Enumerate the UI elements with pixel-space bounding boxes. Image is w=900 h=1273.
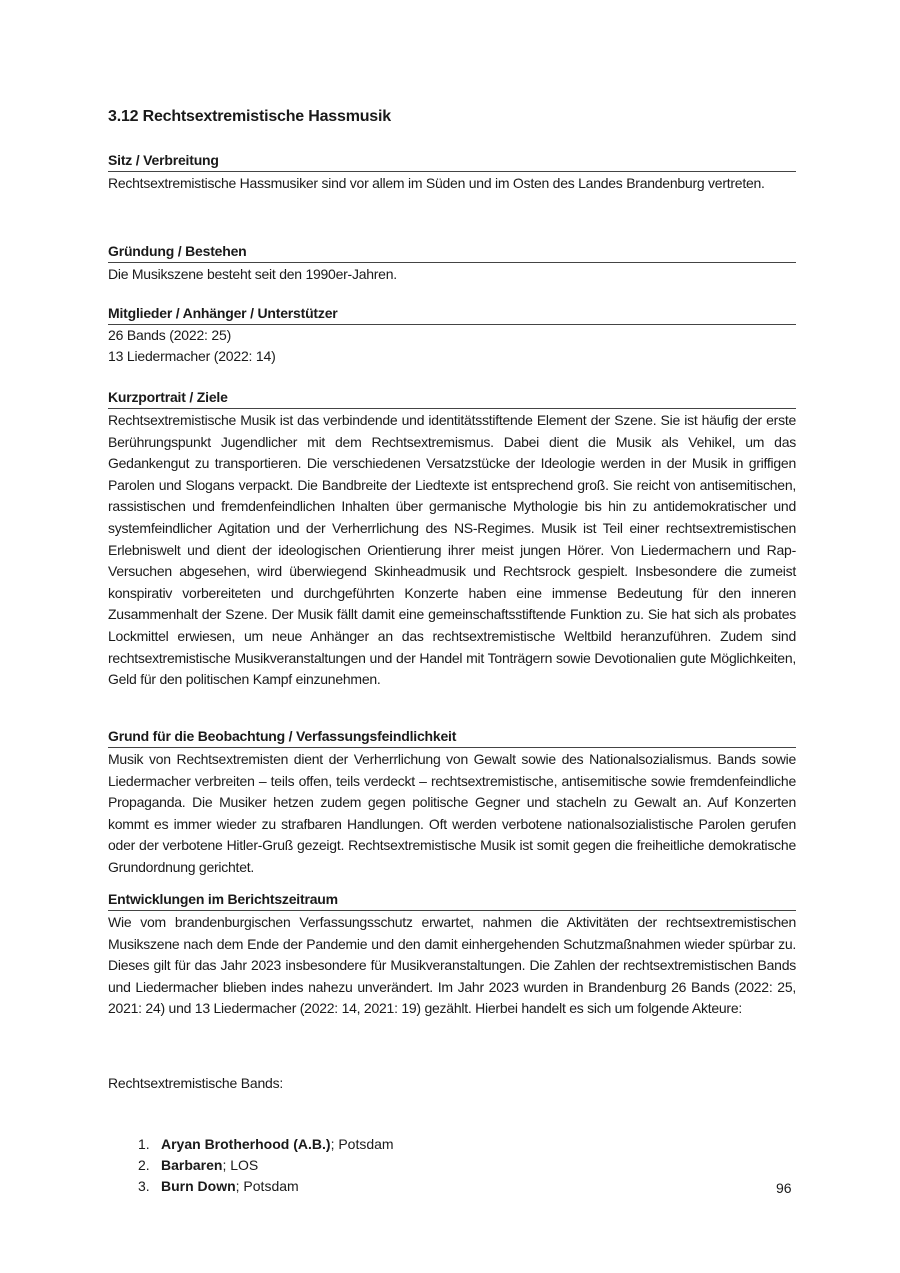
list-item [138, 1155, 394, 1176]
list-item [138, 1176, 394, 1197]
bands-intro: Rechtsextremistische Bands: [108, 1075, 284, 1091]
band-location: ; Potsdam [330, 1136, 394, 1152]
section-heading: Sitz / Verbreitung [108, 152, 796, 172]
section-kurzportrait-ziele [108, 389, 796, 691]
section-mitglieder [108, 305, 796, 367]
section-heading: Kurzportrait / Ziele [108, 389, 796, 409]
list-number: 1. [138, 1136, 150, 1152]
chapter-title: 3.12 Rechtsextremistische Hassmusik [108, 108, 391, 125]
band-location: ; LOS [222, 1157, 259, 1173]
section-text: Rechtsextremistische Hassmusiker sind vor allem im Süden und im Osten des Landes Brandenburg vertreten. [108, 175, 765, 191]
section-gruendung-bestehen [108, 243, 796, 286]
section-text: Wie vom brandenburgischen Verfassungsschutz erwartet, nahmen die Aktivitäten der rechtsextremistischen Musikszene nach dem Ende der Pandemie und den damit einhergehenden Schutzmaßnahmen wieder spürbar zu. Dieses gilt für das Jahr 2023 insbesondere für Musikveranstaltungen. Die Zahlen der rechtsextremistischen Bands und Liedermacher blieben indes nahezu unverändert. Im Jahr 2023 wurden in Brandenburg 26 Bands (2022: 25, 2021: 24) und 13 Liedermacher (2022: 14, 2021: 19) gezählt. Hierbei handelt es sich um folgende Akteure: [108, 914, 796, 1017]
section-heading: Gründung / Bestehen [108, 243, 796, 263]
section-heading: Grund für die Beobachtung / Verfassungsfeindlichkeit [108, 728, 796, 748]
list-item [138, 1134, 394, 1155]
section-heading: Entwicklungen im Berichtszeitraum [108, 891, 796, 911]
members-bands: 26 Bands (2022: 25) [108, 327, 232, 343]
section-sitz-verbreitung [108, 152, 796, 195]
section-grund-beobachtung [108, 728, 796, 879]
band-name: Barbaren [161, 1157, 223, 1173]
section-heading: Mitglieder / Anhänger / Unterstützer [108, 305, 796, 325]
list-number: 3. [138, 1178, 150, 1194]
section-text: Musik von Rechtsextremisten dient der Verherrlichung von Gewalt sowie des Nationalsozialismus. Bands sowie Liedermacher verbreiten – teils offen, teils verdeckt – rechtsextremistische, antisemitische sowie fremdenfeindliche Propaganda. Die Musiker hetzen zudem gegen politische Gegner und stacheln zu Gewalt an. Auf Konzerten kommt es immer wieder zu strafbaren Handlungen. Oft werden verbotene nationalsozialistische Parolen gerufen oder der verbotene Hitler-Gruß gezeigt. Rechtsextremistische Musik ist somit gegen die freiheitliche demokratische Grundordnung gerichtet. [108, 751, 796, 875]
members-liedermacher: 13 Liedermacher (2022: 14) [108, 348, 276, 364]
band-name: Aryan Brotherhood (A.B.) [161, 1136, 331, 1152]
section-text: Rechtsextremistische Musik ist das verbindende und identitätsstiftende Element der Szene. Sie ist häufig der erste Berührungspunkt Jugendlicher mit dem Rechtsextremismus. Dabei dient die Musik als Vehikel, um das Gedankengut zu transportieren. Die verschiedenen Versatzstücke der Ideologie werden in der Musik in griffigen Parolen und Slogans verpackt. Die Bandbreite der Liedtexte ist entsprechend groß. Sie reicht von antisemitischen, rassistischen und fremdenfeindlichen Inhalten über germanische Mythologie bis hin zu antidemokratischer und systemfeindlicher Agitation und der Verherrlichung des NS-Regimes. Musik ist Teil einer rechtsextremistischen Erlebniswelt und dient der ideologischen Orientierung ihrer meist jungen Hörer. Von Liedermachern und Rap-Versuchen abgesehen, wird überwiegend Skinheadmusik und Rechtsrock gespielt. Insbesondere die zumeist konspirativ vorbereiteten und durchgeführten Konzerte haben eine immense Bedeutung für den inneren Zusammenhalt der Szene. Der Musik fällt damit eine gemeinschaftsstiftende Funktion zu. Sie hat sich als probates Lockmittel erwiesen, um neue Anhänger an das rechtsextremistische Weltbild heranzuführen. Zudem sind rechtsextremistische Musikveranstaltungen und der Handel mit Tonträgern sowie Devotionalien gute Möglichkeiten, Geld für den politischen Kampf einzunehmen. [108, 412, 796, 688]
list-number: 2. [138, 1157, 150, 1173]
band-name: Burn Down [161, 1178, 236, 1194]
section-entwicklungen [108, 891, 796, 1020]
band-location: ; Potsdam [235, 1178, 299, 1194]
bands-list [138, 1134, 394, 1197]
page-number: 96 [776, 1180, 792, 1196]
section-text: Die Musikszene besteht seit den 1990er-Jahren. [108, 266, 397, 282]
